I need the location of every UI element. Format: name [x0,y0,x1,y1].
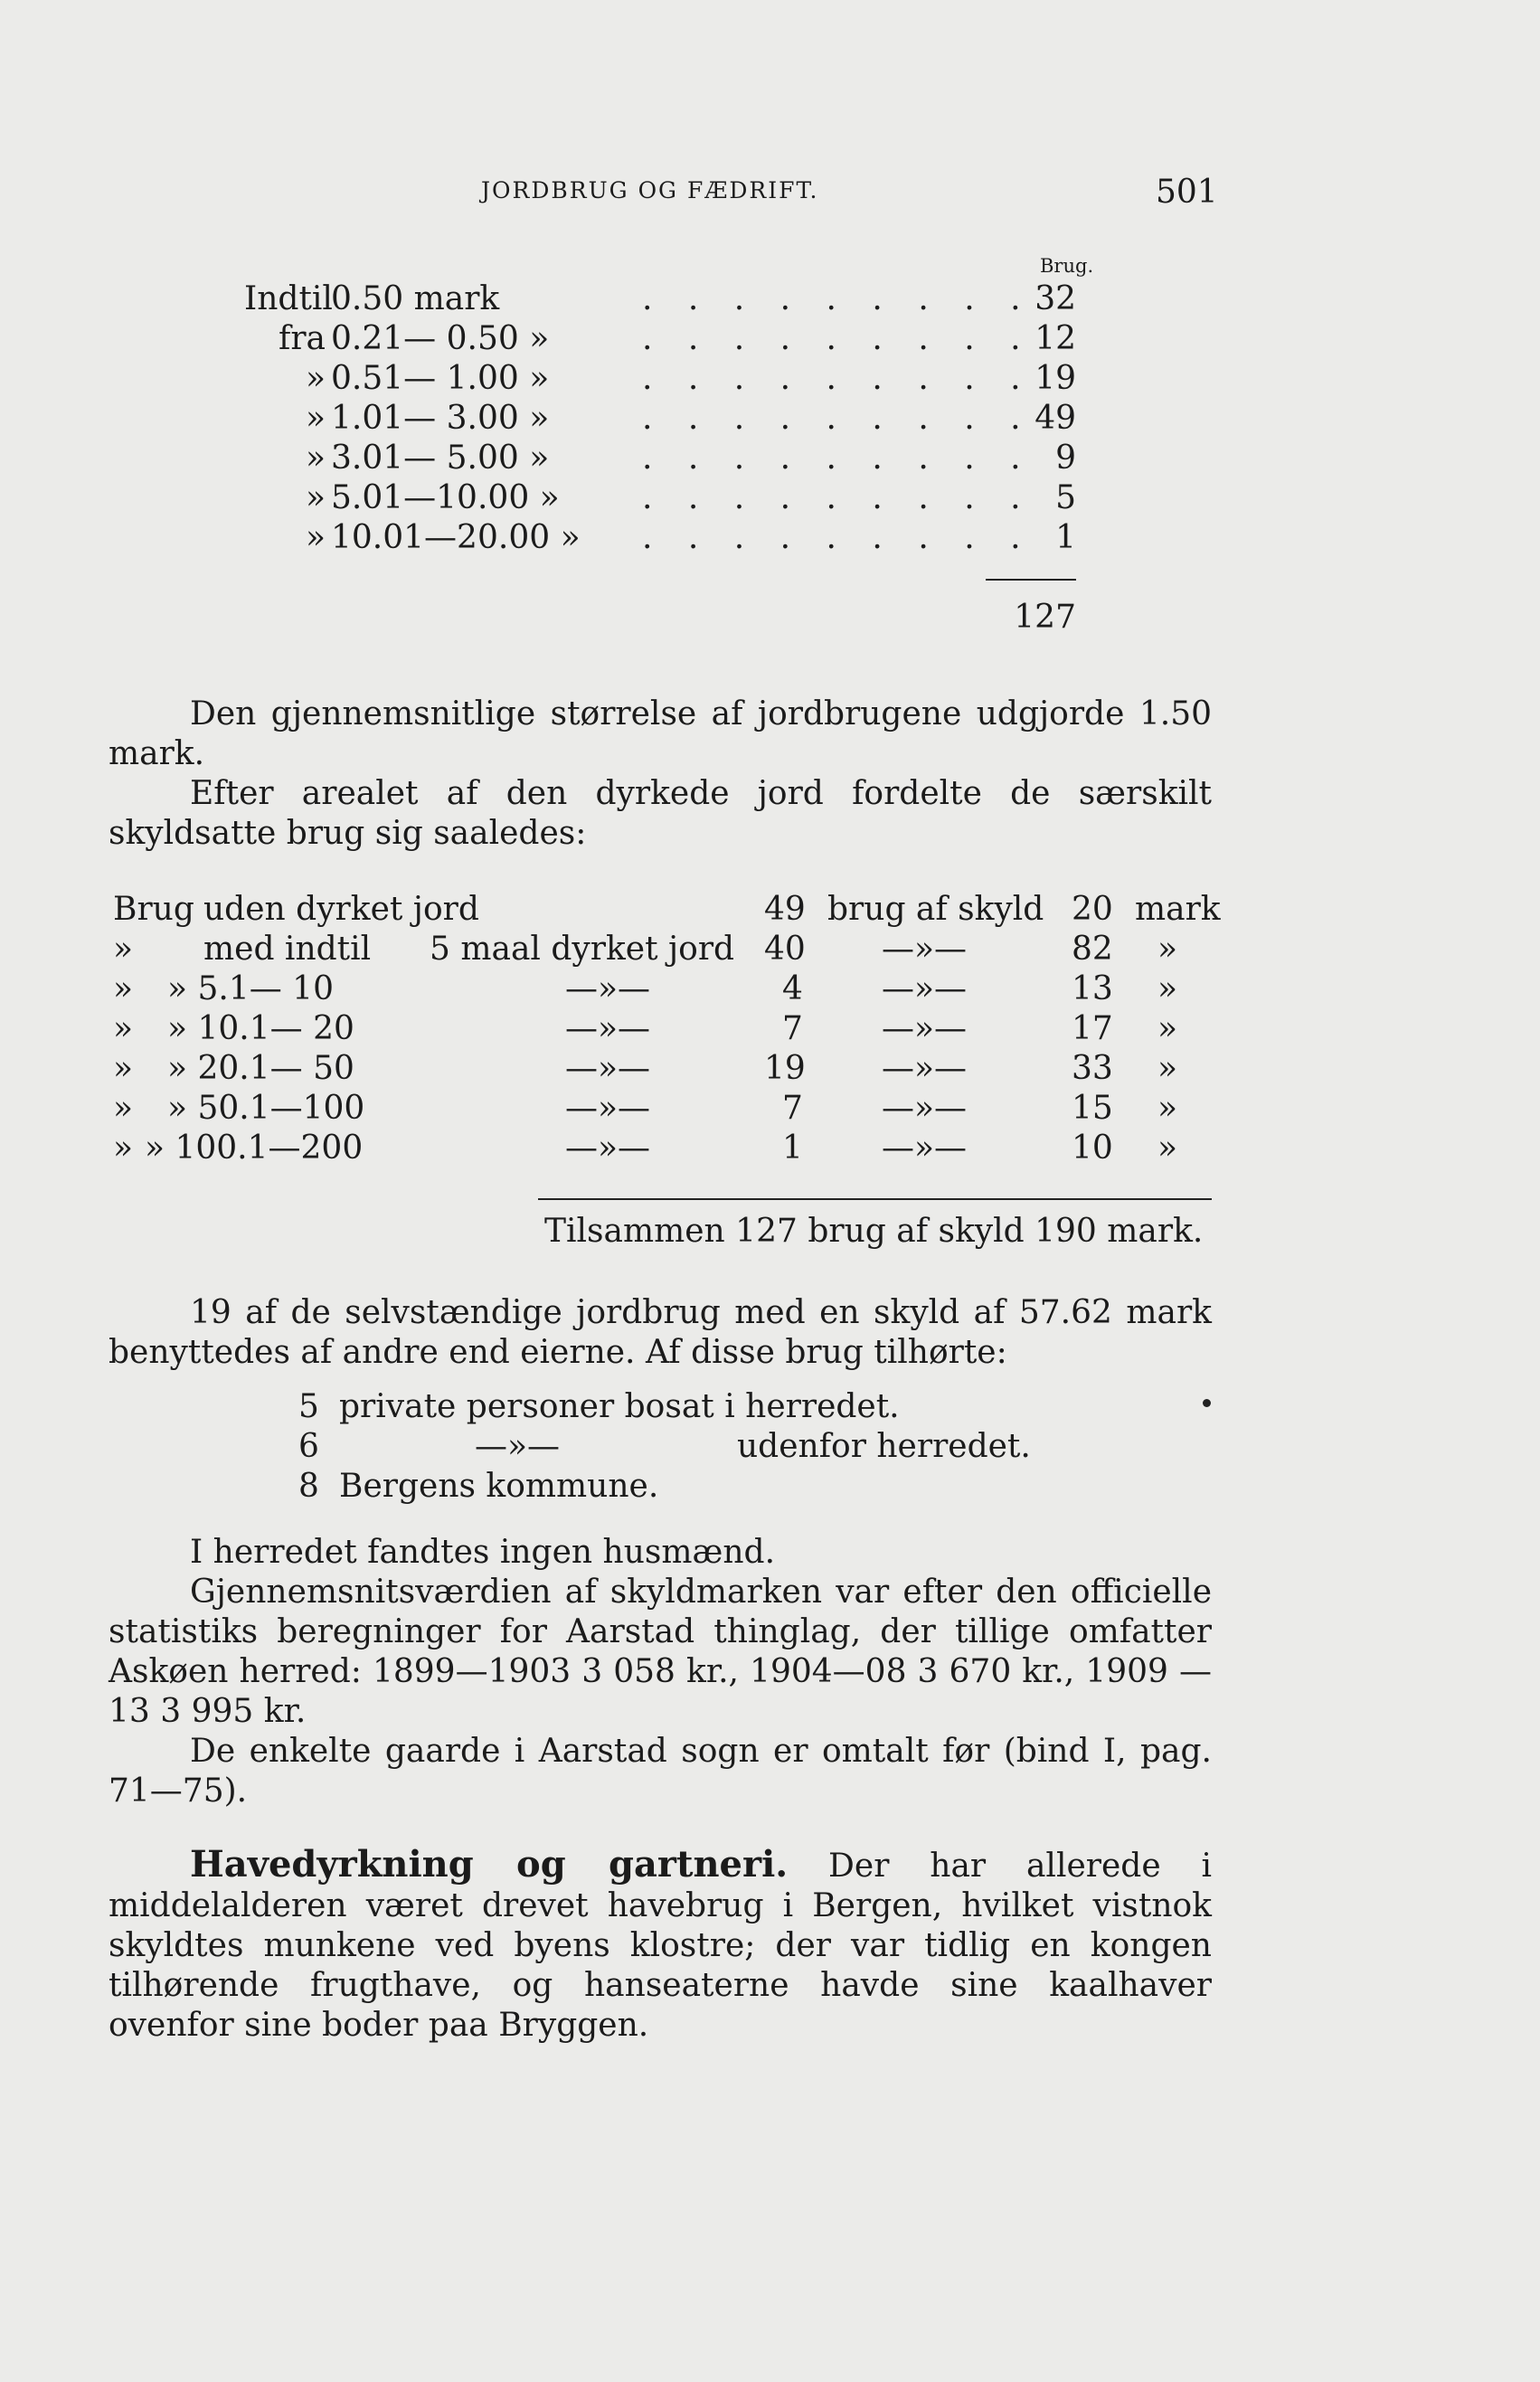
row-count: 12 [1035,320,1076,357]
table-row [113,1050,1216,1090]
owner-count: 6 [298,1428,319,1465]
section-heading: Havedyrkning og gartneri. [190,1843,789,1886]
cell-g: » [1157,1130,1178,1167]
cell-f: 10 [1072,1130,1113,1167]
paragraph-text: Efter arealet af den dyrkede jord fordelte de særskilt skyldsatte brug sig saaledes: [109,775,1212,852]
cell-a: » [113,1090,134,1127]
cell-g: » [1157,970,1178,1007]
table-row [244,479,1085,519]
cell-c: 5 maal dyrket jord [430,931,735,968]
paragraph-text: Den gjennemsnitlige størrelse af jordbrugene udgjorde 1.50 mark. [109,695,1212,772]
table-total: 127 [1014,599,1076,636]
cell-b: » 5.1— 10 [167,970,334,1007]
sum-rule [986,579,1076,581]
cell-g: mark [1135,891,1221,928]
table-summary: Tilsammen 127 brug af skyld 190 mark. [544,1213,1204,1250]
cell-f: 33 [1072,1050,1113,1087]
cell-e: —»— [882,931,968,968]
cell-a: » [113,1130,134,1167]
page-number: 501 [1156,174,1218,211]
row-lead: » [305,400,326,437]
paragraph-average-size [109,695,1212,774]
table-row [113,931,1216,970]
table-row [113,891,1221,931]
column-header-brug: Brug. [1040,255,1094,277]
cell-d: 1 [782,1130,803,1167]
leader-dots: . . . . . . . . . [642,440,1034,477]
cell-c: —»— [565,1050,651,1087]
cell-b: uden dyrket jord [203,891,479,928]
paragraph-husmaend [109,1533,1212,1573]
cell-g: » [1157,931,1178,968]
row-count: 49 [1035,400,1076,437]
table-row [244,400,1085,440]
cell-f: 15 [1072,1090,1113,1127]
row-range: 5.01—10.00 » [331,479,560,516]
cell-f: 17 [1072,1010,1113,1047]
row-lead: Indtil [244,280,333,317]
list-item [298,1388,1112,1428]
table-row [113,1010,1216,1050]
row-range: 0.51— 1.00 » [331,360,550,397]
sum-rule [538,1198,1212,1200]
table-row [113,1130,1216,1169]
row-lead: » [305,360,326,397]
row-range: 3.01— 5.00 » [331,440,550,477]
owner-count: 5 [298,1388,319,1425]
cell-d: 4 [782,970,803,1007]
row-lead: » [305,479,326,516]
leader-dots: . . . . . . . . . [642,519,1034,556]
table-row [244,280,1085,320]
cell-e: —»— [882,1010,968,1047]
table-row [244,440,1085,479]
cell-c: —»— [565,1090,651,1127]
cell-a: Brug [113,891,194,928]
cell-d: 49 [764,891,806,928]
row-range: 1.01— 3.00 » [331,400,550,437]
table-row [244,519,1085,559]
owner-text: Bergens kommune. [339,1468,659,1505]
cell-b: » 50.1—100 [167,1090,365,1127]
leader-dots: . . . . . . . . . [642,280,1034,317]
paragraph-text: I herredet fandtes ingen husmænd. [190,1534,776,1571]
cell-e: brug af skyld [827,891,1044,928]
cell-d: 19 [764,1050,806,1087]
paragraph-area-intro [109,774,1212,854]
cell-b: » 10.1— 20 [167,1010,354,1047]
cell-f: 20 [1072,891,1113,928]
paragraph-text: De enkelte gaarde i Aarstad sogn er omtalt før (bind I, pag. 71—75). [109,1733,1212,1810]
paragraph-text: Gjennemsnitsværdien af skyldmarken var efter den officielle statistiks beregninger for Aarstad thinglag, der tillige omfatter Askøen herred: 1899—1903 3 058 kr., 1904—08 3 670 kr., 1909 —13 3 995 kr. [109,1574,1212,1730]
row-lead: » [305,519,326,556]
owner-ditto: —»— [475,1428,561,1465]
table-row [113,1090,1216,1130]
cell-a: » [113,931,134,968]
cell-e: —»— [882,970,968,1007]
cell-a: » [113,1010,134,1047]
cell-e: —»— [882,1050,968,1087]
cell-g: » [1157,1050,1178,1087]
cell-c: —»— [565,1130,651,1167]
cell-e: —»— [882,1090,968,1127]
leader-dots: . . . . . . . . . [642,400,1034,437]
cell-e: —»— [882,1130,968,1167]
list-item [298,1428,1112,1468]
row-range: 0.21— 0.50 » [331,320,550,357]
row-count: 5 [1055,479,1076,516]
cell-b: med indtil [203,931,372,968]
cell-f: 13 [1072,970,1113,1007]
section-horticulture [109,1845,1212,2046]
cell-g: » [1157,1010,1178,1047]
row-range: 0.50 mark [331,280,500,317]
cell-f: 82 [1072,931,1113,968]
row-count: 32 [1035,280,1076,317]
paragraph-farms-reference [109,1732,1212,1811]
paragraph-leased-farms [109,1293,1212,1373]
cell-a: » [113,970,134,1007]
cell-d: 40 [764,931,806,968]
owner-count: 8 [298,1468,319,1505]
cell-c: —»— [565,1010,651,1047]
cell-g: » [1157,1090,1178,1127]
paragraph-text: 19 af de selvstændige jordbrug med en skyld af 57.62 mark benyttedes af andre end eierne. Af disse brug tilhørte: [109,1294,1212,1371]
running-title: JORDBRUG OG FÆDRIFT. [481,177,819,203]
owner-text: udenfor herredet. [737,1428,1031,1465]
paragraph-value [109,1573,1212,1732]
row-count: 1 [1055,519,1076,556]
owner-text: private personer bosat i herredet. [339,1388,900,1425]
list-item [298,1468,1112,1508]
cell-d: 7 [782,1010,803,1047]
leader-dots: . . . . . . . . . [642,479,1034,516]
row-lead: » [305,440,326,477]
paragraph-text: Der har allerede i middelalderen været drevet havebrug i Bergen, hvilket vistnok skyldtes munkene ved byens klostre; der var tidlig en kongen tilhørende frugthave, og hanseaterne havde sine kaalhaver ovenfor sine boder paa Bryggen. [109,1848,1212,2044]
row-count: 9 [1055,440,1076,477]
row-lead: fra [279,320,326,357]
cell-c: —»— [565,970,651,1007]
cell-d: 7 [782,1090,803,1127]
leader-dots: . . . . . . . . . [642,320,1034,357]
distribution-by-area-table [113,891,1221,1271]
row-count: 19 [1035,360,1076,397]
table-row [244,320,1085,360]
cell-a: » [113,1050,134,1087]
table-row [113,970,1216,1010]
cell-b: » 100.1—200 [145,1130,364,1167]
margin-dot [1203,1399,1211,1407]
table-row [244,360,1085,400]
row-range: 10.01—20.00 » [331,519,581,556]
cell-b: » 20.1— 50 [167,1050,354,1087]
leader-dots: . . . . . . . . . [642,360,1034,397]
